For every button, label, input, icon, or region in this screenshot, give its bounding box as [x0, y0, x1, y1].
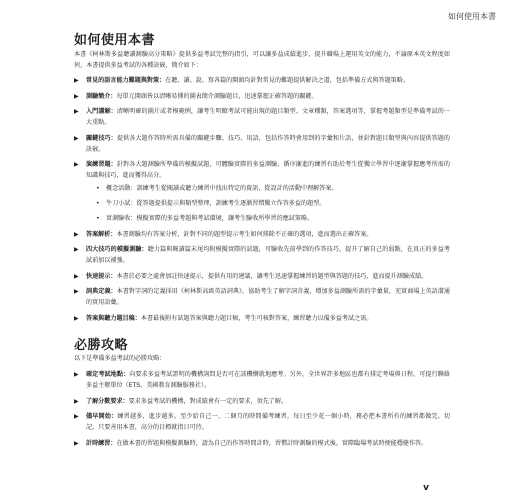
item-text: 向要求多益考試證明的機構詢問是否可在該機構就地應考。另外，全世界許多地區也都有排定考場與日程，可提行聯絡多益主辦單位（ETS，美國教育測驗服務社）。 — [86, 371, 451, 389]
item-text: 本書於必要之處會加註快速提示，提供有用的建議，讓考生迅速掌握練習的題型與答題的技巧，進而提升測驗成績。 — [116, 272, 428, 280]
bullet-icon: ▶ — [74, 439, 79, 447]
list-item — [74, 91, 450, 102]
item-label: 了解分數要求： — [86, 397, 129, 405]
sub-list-item: • 概念活動：訓練考生從閱讀或聽力練習中找出特定的資訊，從設計的活動中理解答案。 — [96, 185, 338, 192]
page-number: v — [423, 483, 429, 493]
list-item — [74, 75, 450, 86]
section1-intro: 本書《柯林斯多益聽讀測驗高分策略》提供多益考試完整的指引，可以讓多益成績進步，提升職場上運用英文的能力，不論原本英文程度如何，本書提供多益考試的各種訣竅，簡介如下： — [74, 51, 450, 69]
item-label: 詞典定義： — [86, 288, 117, 295]
item-text: 針對各大題測驗所準備的模擬試題，可體驗實際的多益測驗，循序漸進的練習有助於考生從獨立學習中逐漸掌握應考所需的知識與技巧，進而獲得高分。 — [86, 161, 451, 179]
list-item — [74, 396, 450, 407]
list-item — [74, 229, 450, 240]
item-label: 入門講解： — [86, 108, 117, 115]
bullet-icon: ▶ — [74, 397, 79, 405]
item-label: 關鍵技巧： — [86, 134, 117, 142]
dot-icon: • — [96, 200, 100, 207]
item-text: 本書對字詞的定義採用《柯林斯高級英語詞典》，協助考生了解字詞含義，增加多益測驗所需的字彙量，充實商場上英語溝通的實用語彙。 — [86, 288, 451, 306]
item-label: 答案與聽力題目稿： — [86, 314, 141, 322]
item-label: 演練習題： — [86, 161, 117, 168]
item-label: 答案解析： — [86, 230, 117, 238]
bullet-icon: ▶ — [74, 314, 79, 322]
item-label: 儘早開始： — [86, 413, 118, 420]
bullet-icon: ▶ — [74, 161, 79, 168]
item-text: 聽力篇與閱讀篇末尾均附模擬實際的試題，可驗收先前學到的作答技巧，提升了解自己的弱點，在真正的多益考試前加以補強。 — [86, 246, 451, 264]
feature-list — [74, 75, 450, 328]
bullet-icon: ▶ — [74, 371, 79, 378]
section-title-how-to-use: 如何使用本書 — [74, 33, 156, 48]
item-label: 快速提示： — [86, 272, 117, 280]
list-item — [74, 369, 450, 391]
item-label: 確定考試地點： — [86, 371, 130, 378]
list-item — [74, 286, 450, 308]
practice-sublist — [86, 183, 450, 224]
sub-list-item: • 牛刀小試：從答題提供提示與類型整理，訓練考生逐漸習慣獨立作答多益的題型。 — [96, 200, 326, 207]
bullet-icon: ▶ — [74, 272, 79, 280]
item-label: 四大技巧的模擬測驗： — [86, 246, 148, 253]
item-text: 清晰明確的圖片或者模範例，讓考生明瞭考試可能出現的題目類型、文章種類，答案選項等，掌握考題類型是準備考試的一大重點。 — [86, 108, 451, 126]
dot-icon: • — [96, 185, 100, 192]
section2-intro: 以下是準備多益考試的必勝攻略： — [74, 355, 166, 362]
strategy-list — [74, 369, 450, 453]
item-text: 本書測驗均有答案分析，針對不同的題型提示考生如何排除不正確的選項，進而選出正確答案。 — [116, 230, 373, 238]
sub-list-item: • 實測驗收：模擬實際的多益考題與考試環境，讓考生驗收所學習的應試策略。 — [96, 215, 314, 222]
section-title-strategies: 必勝攻略 — [74, 338, 129, 353]
item-text: 每單元開頭皆以清晰易懂的圖表簡介測驗題目，迅速掌握正確答題的關鍵。 — [116, 92, 318, 100]
item-text: 練習越多，進步越多。至少給自己一、二個月的時間備考練習，每日至少花一個小時，務必把本書所有的練習都做完。切記，只要善用本書，高分的目標就指日可待。 — [86, 413, 451, 431]
bullet-icon: ▶ — [74, 77, 79, 84]
bullet-icon: ▶ — [74, 413, 79, 420]
item-label: 測驗簡介： — [86, 92, 117, 100]
item-text: 本書最後附有試題答案與聽力題目稿，考生可核對答案，練習聽力以備多益考試之需。 — [140, 314, 373, 322]
list-item — [74, 159, 450, 224]
item-text: 要求多益考試的機構，對成績會有一定的要求，須先了解。 — [128, 397, 288, 405]
item-text: 提供各大題作答時所需具備的關鍵步驟、技巧、用語，包括作答時會用到的字彙和片語，並針對題目類型與內容提供答題的訣竅。 — [86, 134, 451, 153]
list-item — [74, 313, 450, 324]
bullet-icon: ▶ — [74, 246, 79, 253]
bullet-icon: ▶ — [74, 92, 79, 100]
list-item — [74, 411, 450, 433]
bullet-icon: ▶ — [74, 230, 79, 238]
list-item — [74, 244, 450, 266]
list-item — [74, 133, 450, 155]
list-item — [74, 438, 450, 449]
list-item — [74, 106, 450, 128]
bullet-icon: ▶ — [74, 108, 79, 115]
list-item — [74, 271, 450, 282]
item-text: 在聽、讀、說、寫各篇的開頭均針對常見的難題提供解決之道，包括準備方式與答題策略。 — [165, 77, 409, 84]
dot-icon: • — [96, 215, 100, 222]
bullet-icon: ▶ — [74, 134, 79, 142]
bullet-icon: ▶ — [74, 288, 79, 295]
item-label: 常見的語言能力難題與對策： — [86, 77, 166, 84]
running-header: 如何使用本書 — [448, 12, 496, 21]
item-label: 計時練習： — [86, 439, 117, 447]
item-text: 在做本書的習題與模擬測驗時，請為自己的作答時間計時，習慣計時測驗的模式後，實際臨場考試時便能穩健作答。 — [116, 439, 428, 447]
